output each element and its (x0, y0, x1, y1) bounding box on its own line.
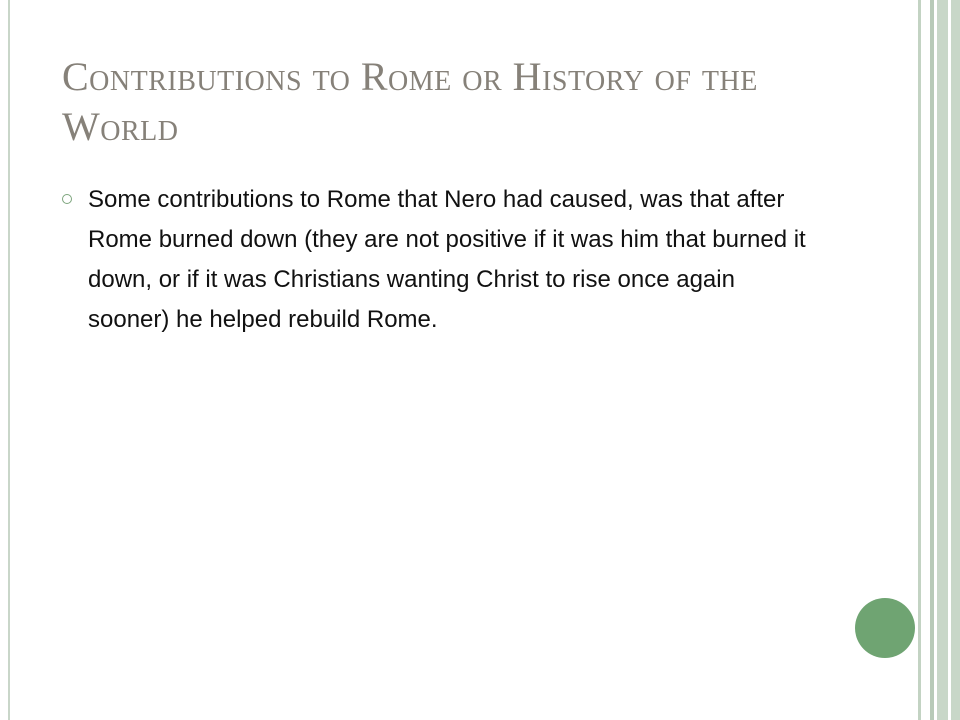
left-border-line (8, 0, 10, 720)
bullet-item (62, 180, 822, 340)
right-stripe (937, 0, 948, 720)
slide-title: Contributions to Rome or History of the World (62, 54, 758, 149)
bullet-text: Some contributions to Rome that Nero had caused, was that after Rome burned down (they are not positive if it was him that burned it down, or if it was Christians wanting Christ to rise once again sooner) he helped rebuild Rome. (88, 186, 806, 333)
bullet-circle-icon (62, 194, 72, 204)
decorative-green-circle (855, 598, 915, 658)
right-stripe (951, 0, 960, 720)
right-stripe-gap (921, 0, 930, 720)
bullet-list (62, 180, 822, 340)
